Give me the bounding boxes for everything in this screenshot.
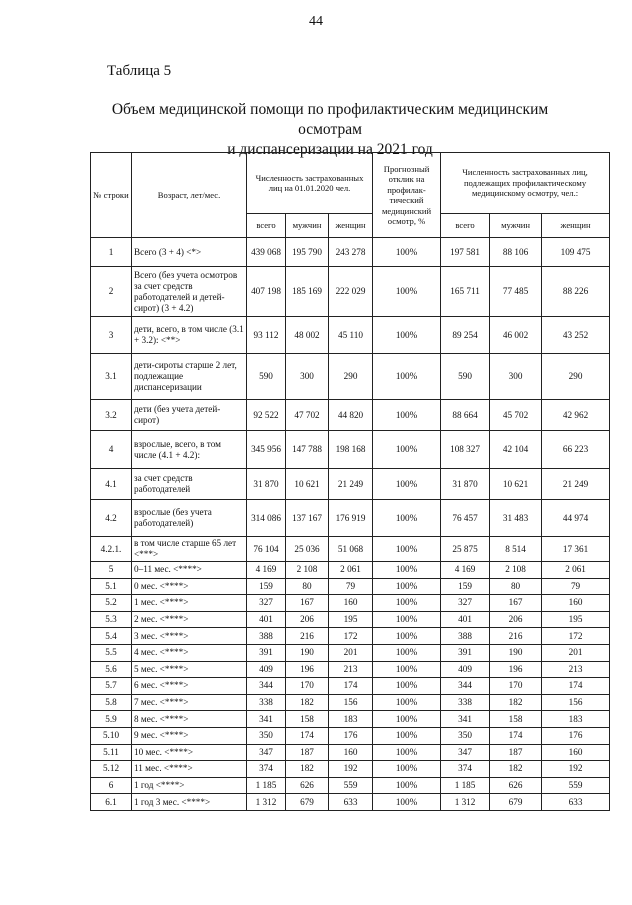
table-row (91, 431, 610, 469)
cell-men: 679 (286, 794, 329, 811)
cell-total-2: 76 457 (441, 500, 490, 537)
cell-men: 10 621 (286, 469, 329, 500)
cell-women-2: 160 (542, 744, 610, 761)
cell-row-no: 5.10 (91, 727, 132, 744)
table-row (91, 267, 610, 317)
cell-women-2: 192 (542, 761, 610, 778)
cell-response: 100% (373, 431, 441, 469)
cell-total-2: 88 664 (441, 400, 490, 431)
cell-row-no: 4.2.1. (91, 537, 132, 562)
cell-women-2: 17 361 (542, 537, 610, 562)
cell-row-no: 6.1 (91, 794, 132, 811)
cell-men-2: 206 (490, 611, 542, 628)
cell-men-2: 182 (490, 761, 542, 778)
cell-row-no: 1 (91, 238, 132, 267)
cell-women: 160 (329, 744, 373, 761)
cell-total-2: 108 327 (441, 431, 490, 469)
cell-total: 344 (247, 678, 286, 695)
cell-men-2: 216 (490, 628, 542, 645)
cell-age: 8 мес. <****> (132, 711, 247, 728)
cell-total: 341 (247, 711, 286, 728)
table-row (91, 628, 610, 645)
cell-women-2: 174 (542, 678, 610, 695)
cell-row-no: 5.6 (91, 661, 132, 678)
cell-women-2: 290 (542, 354, 610, 400)
cell-age: 1 год 3 мес. <****> (132, 794, 247, 811)
cell-response: 100% (373, 238, 441, 267)
cell-response: 100% (373, 744, 441, 761)
table-row (91, 317, 610, 354)
cell-age: дети, всего, в том числе (3.1 + 3.2): <**> (132, 317, 247, 354)
cell-women: 45 110 (329, 317, 373, 354)
cell-women-2: 109 475 (542, 238, 610, 267)
cell-men: 25 036 (286, 537, 329, 562)
table-row (91, 777, 610, 794)
cell-men-2: 626 (490, 777, 542, 794)
cell-men-2: 80 (490, 578, 542, 595)
cell-men: 300 (286, 354, 329, 400)
cell-total: 76 104 (247, 537, 286, 562)
cell-women-2: 183 (542, 711, 610, 728)
cell-total-2: 89 254 (441, 317, 490, 354)
cell-men: 187 (286, 744, 329, 761)
data-table (90, 152, 610, 811)
cell-total-2: 197 581 (441, 238, 490, 267)
cell-women: 156 (329, 694, 373, 711)
cell-response: 100% (373, 761, 441, 778)
cell-total: 439 068 (247, 238, 286, 267)
cell-women: 44 820 (329, 400, 373, 431)
cell-age: 1 год <****> (132, 777, 247, 794)
cell-women-2: 633 (542, 794, 610, 811)
cell-women: 290 (329, 354, 373, 400)
cell-women-2: 42 962 (542, 400, 610, 431)
cell-row-no: 3 (91, 317, 132, 354)
cell-men: 158 (286, 711, 329, 728)
cell-age: взрослые, всего, в том числе (4.1 + 4.2): (132, 431, 247, 469)
cell-women: 222 029 (329, 267, 373, 317)
cell-women-2: 213 (542, 661, 610, 678)
cell-women-2: 160 (542, 595, 610, 612)
cell-men-2: 31 483 (490, 500, 542, 537)
cell-total: 1 312 (247, 794, 286, 811)
cell-response: 100% (373, 611, 441, 628)
table-row (91, 711, 610, 728)
cell-response: 100% (373, 777, 441, 794)
cell-total: 31 870 (247, 469, 286, 500)
cell-men-2: 174 (490, 727, 542, 744)
cell-total: 374 (247, 761, 286, 778)
table-row (91, 578, 610, 595)
cell-women-2: 66 223 (542, 431, 610, 469)
cell-row-no: 3.1 (91, 354, 132, 400)
cell-total: 93 112 (247, 317, 286, 354)
cell-women-2: 43 252 (542, 317, 610, 354)
cell-response: 100% (373, 354, 441, 400)
cell-men: 80 (286, 578, 329, 595)
cell-men: 48 002 (286, 317, 329, 354)
cell-men-2: 46 002 (490, 317, 542, 354)
cell-total-2: 4 169 (441, 562, 490, 579)
cell-total: 401 (247, 611, 286, 628)
cell-total-2: 159 (441, 578, 490, 595)
cell-total-2: 344 (441, 678, 490, 695)
header-subject-group: Численность застрахованных лиц, подлежащих профилактическому медицинскому осмотру, чел.: (441, 153, 610, 214)
cell-total: 350 (247, 727, 286, 744)
cell-row-no: 5.1 (91, 578, 132, 595)
cell-women-2: 156 (542, 694, 610, 711)
header-response: Прогнозный отклик на профилак-тический медицинский осмотр, % (373, 153, 441, 238)
cell-total-2: 590 (441, 354, 490, 400)
cell-response: 100% (373, 727, 441, 744)
cell-men-2: 77 485 (490, 267, 542, 317)
cell-row-no: 5 (91, 562, 132, 579)
cell-response: 100% (373, 694, 441, 711)
header-age: Возраст, лет/мес. (132, 153, 247, 238)
cell-total-2: 338 (441, 694, 490, 711)
table-label: Таблица 5 (107, 63, 172, 79)
cell-men-2: 190 (490, 644, 542, 661)
cell-women: 633 (329, 794, 373, 811)
cell-age: 0 мес. <****> (132, 578, 247, 595)
cell-total-2: 401 (441, 611, 490, 628)
cell-row-no: 5.9 (91, 711, 132, 728)
cell-age: 11 мес. <****> (132, 761, 247, 778)
cell-men: 182 (286, 761, 329, 778)
cell-response: 100% (373, 644, 441, 661)
cell-age: 1 мес. <****> (132, 595, 247, 612)
title-line-2: и диспансеризации на 2021 год (227, 141, 433, 158)
cell-men-2: 8 514 (490, 537, 542, 562)
header-total-2: всего (441, 214, 490, 238)
cell-total-2: 165 711 (441, 267, 490, 317)
cell-women-2: 2 061 (542, 562, 610, 579)
cell-total: 409 (247, 661, 286, 678)
cell-women: 21 249 (329, 469, 373, 500)
cell-response: 100% (373, 562, 441, 579)
cell-row-no: 5.2 (91, 595, 132, 612)
cell-women: 176 (329, 727, 373, 744)
cell-women-2: 79 (542, 578, 610, 595)
header-men-2: мужчин (490, 214, 542, 238)
cell-total: 407 198 (247, 267, 286, 317)
cell-men: 182 (286, 694, 329, 711)
header-insured-group: Численность застрахованных лиц на 01.01.2020 чел. (247, 153, 373, 214)
cell-age: дети-сироты старше 2 лет, подлежащие диспансеризации (132, 354, 247, 400)
cell-total: 1 185 (247, 777, 286, 794)
cell-women: 174 (329, 678, 373, 695)
cell-total: 327 (247, 595, 286, 612)
cell-men-2: 10 621 (490, 469, 542, 500)
cell-total-2: 391 (441, 644, 490, 661)
cell-age: 9 мес. <****> (132, 727, 247, 744)
cell-age: 3 мес. <****> (132, 628, 247, 645)
cell-women-2: 44 974 (542, 500, 610, 537)
cell-men: 167 (286, 595, 329, 612)
table-row (91, 537, 610, 562)
cell-total-2: 374 (441, 761, 490, 778)
cell-row-no: 5.12 (91, 761, 132, 778)
table-row (91, 500, 610, 537)
cell-response: 100% (373, 267, 441, 317)
cell-men: 47 702 (286, 400, 329, 431)
cell-total: 4 169 (247, 562, 286, 579)
cell-response: 100% (373, 578, 441, 595)
cell-total: 92 522 (247, 400, 286, 431)
cell-age: дети (без учета детей-сирот) (132, 400, 247, 431)
cell-men: 626 (286, 777, 329, 794)
cell-women-2: 172 (542, 628, 610, 645)
cell-age: Всего (3 + 4) <*> (132, 238, 247, 267)
cell-age: 0–11 мес. <****> (132, 562, 247, 579)
cell-men-2: 196 (490, 661, 542, 678)
cell-men-2: 679 (490, 794, 542, 811)
cell-men-2: 88 106 (490, 238, 542, 267)
cell-men-2: 187 (490, 744, 542, 761)
cell-age: 7 мес. <****> (132, 694, 247, 711)
cell-men: 174 (286, 727, 329, 744)
cell-men-2: 2 108 (490, 562, 542, 579)
table-row (91, 611, 610, 628)
cell-total: 159 (247, 578, 286, 595)
cell-age: 2 мес. <****> (132, 611, 247, 628)
cell-women: 201 (329, 644, 373, 661)
cell-women: 160 (329, 595, 373, 612)
cell-response: 100% (373, 794, 441, 811)
cell-men: 206 (286, 611, 329, 628)
cell-women: 198 168 (329, 431, 373, 469)
cell-women: 243 278 (329, 238, 373, 267)
cell-response: 100% (373, 537, 441, 562)
cell-age: взрослые (без учета работодателей) (132, 500, 247, 537)
cell-response: 100% (373, 317, 441, 354)
cell-women: 559 (329, 777, 373, 794)
cell-women: 176 919 (329, 500, 373, 537)
cell-women-2: 21 249 (542, 469, 610, 500)
cell-men-2: 158 (490, 711, 542, 728)
header-women-2: женщин (542, 214, 610, 238)
cell-total: 590 (247, 354, 286, 400)
cell-row-no: 4.1 (91, 469, 132, 500)
cell-women: 172 (329, 628, 373, 645)
cell-age: 5 мес. <****> (132, 661, 247, 678)
cell-men-2: 182 (490, 694, 542, 711)
header-total: всего (247, 214, 286, 238)
page-title (100, 100, 560, 160)
table-row (91, 595, 610, 612)
cell-men: 147 788 (286, 431, 329, 469)
cell-total-2: 25 875 (441, 537, 490, 562)
table-row (91, 644, 610, 661)
table-row (91, 761, 610, 778)
cell-men-2: 45 702 (490, 400, 542, 431)
cell-total-2: 347 (441, 744, 490, 761)
cell-women-2: 201 (542, 644, 610, 661)
cell-total: 388 (247, 628, 286, 645)
cell-total-2: 341 (441, 711, 490, 728)
header-women: женщин (329, 214, 373, 238)
cell-women: 51 068 (329, 537, 373, 562)
table-row (91, 661, 610, 678)
cell-response: 100% (373, 595, 441, 612)
cell-total-2: 388 (441, 628, 490, 645)
cell-men: 170 (286, 678, 329, 695)
table-row (91, 794, 610, 811)
cell-age: 10 мес. <****> (132, 744, 247, 761)
cell-age: в том числе старше 65 лет <***> (132, 537, 247, 562)
cell-women-2: 559 (542, 777, 610, 794)
cell-total: 338 (247, 694, 286, 711)
cell-total-2: 31 870 (441, 469, 490, 500)
cell-men: 196 (286, 661, 329, 678)
cell-total: 347 (247, 744, 286, 761)
cell-women: 213 (329, 661, 373, 678)
cell-row-no: 5.4 (91, 628, 132, 645)
cell-response: 100% (373, 628, 441, 645)
page-number: 44 (309, 14, 323, 29)
table-row (91, 694, 610, 711)
header-men: мужчин (286, 214, 329, 238)
cell-total-2: 327 (441, 595, 490, 612)
cell-row-no: 4 (91, 431, 132, 469)
cell-age: 4 мес. <****> (132, 644, 247, 661)
cell-men: 190 (286, 644, 329, 661)
cell-row-no: 5.3 (91, 611, 132, 628)
table-row (91, 562, 610, 579)
cell-men: 2 108 (286, 562, 329, 579)
cell-men: 195 790 (286, 238, 329, 267)
cell-women-2: 88 226 (542, 267, 610, 317)
table-row (91, 744, 610, 761)
cell-row-no: 6 (91, 777, 132, 794)
cell-men-2: 167 (490, 595, 542, 612)
cell-women: 192 (329, 761, 373, 778)
cell-age: за счет средств работодателей (132, 469, 247, 500)
table-row (91, 678, 610, 695)
cell-row-no: 2 (91, 267, 132, 317)
cell-row-no: 5.5 (91, 644, 132, 661)
cell-men-2: 300 (490, 354, 542, 400)
header-row-no: № строки (91, 153, 132, 238)
cell-total-2: 350 (441, 727, 490, 744)
cell-row-no: 3.2 (91, 400, 132, 431)
cell-total-2: 1 312 (441, 794, 490, 811)
cell-men-2: 170 (490, 678, 542, 695)
cell-women: 183 (329, 711, 373, 728)
cell-response: 100% (373, 400, 441, 431)
table-row (91, 469, 610, 500)
cell-women-2: 176 (542, 727, 610, 744)
cell-row-no: 5.11 (91, 744, 132, 761)
cell-women: 2 061 (329, 562, 373, 579)
cell-women: 195 (329, 611, 373, 628)
cell-row-no: 4.2 (91, 500, 132, 537)
cell-men: 185 169 (286, 267, 329, 317)
cell-men: 216 (286, 628, 329, 645)
cell-total-2: 409 (441, 661, 490, 678)
cell-total-2: 1 185 (441, 777, 490, 794)
cell-men: 137 167 (286, 500, 329, 537)
cell-total: 314 086 (247, 500, 286, 537)
table-row (91, 727, 610, 744)
cell-response: 100% (373, 500, 441, 537)
cell-age: 6 мес. <****> (132, 678, 247, 695)
cell-response: 100% (373, 711, 441, 728)
title-line-1: Объем медицинской помощи по профилактическим медицинским осмотрам (111, 101, 549, 138)
cell-response: 100% (373, 678, 441, 695)
cell-row-no: 5.7 (91, 678, 132, 695)
cell-women-2: 195 (542, 611, 610, 628)
cell-response: 100% (373, 661, 441, 678)
cell-response: 100% (373, 469, 441, 500)
table-row (91, 354, 610, 400)
cell-row-no: 5.8 (91, 694, 132, 711)
cell-women: 79 (329, 578, 373, 595)
table-row (91, 400, 610, 431)
header-row-1 (91, 153, 610, 214)
table-row (91, 238, 610, 267)
cell-age: Всего (без учета осмотров за счет средств работодателей и детей-сирот) (3 + 4.2) (132, 267, 247, 317)
cell-men-2: 42 104 (490, 431, 542, 469)
cell-total: 391 (247, 644, 286, 661)
cell-total: 345 956 (247, 431, 286, 469)
